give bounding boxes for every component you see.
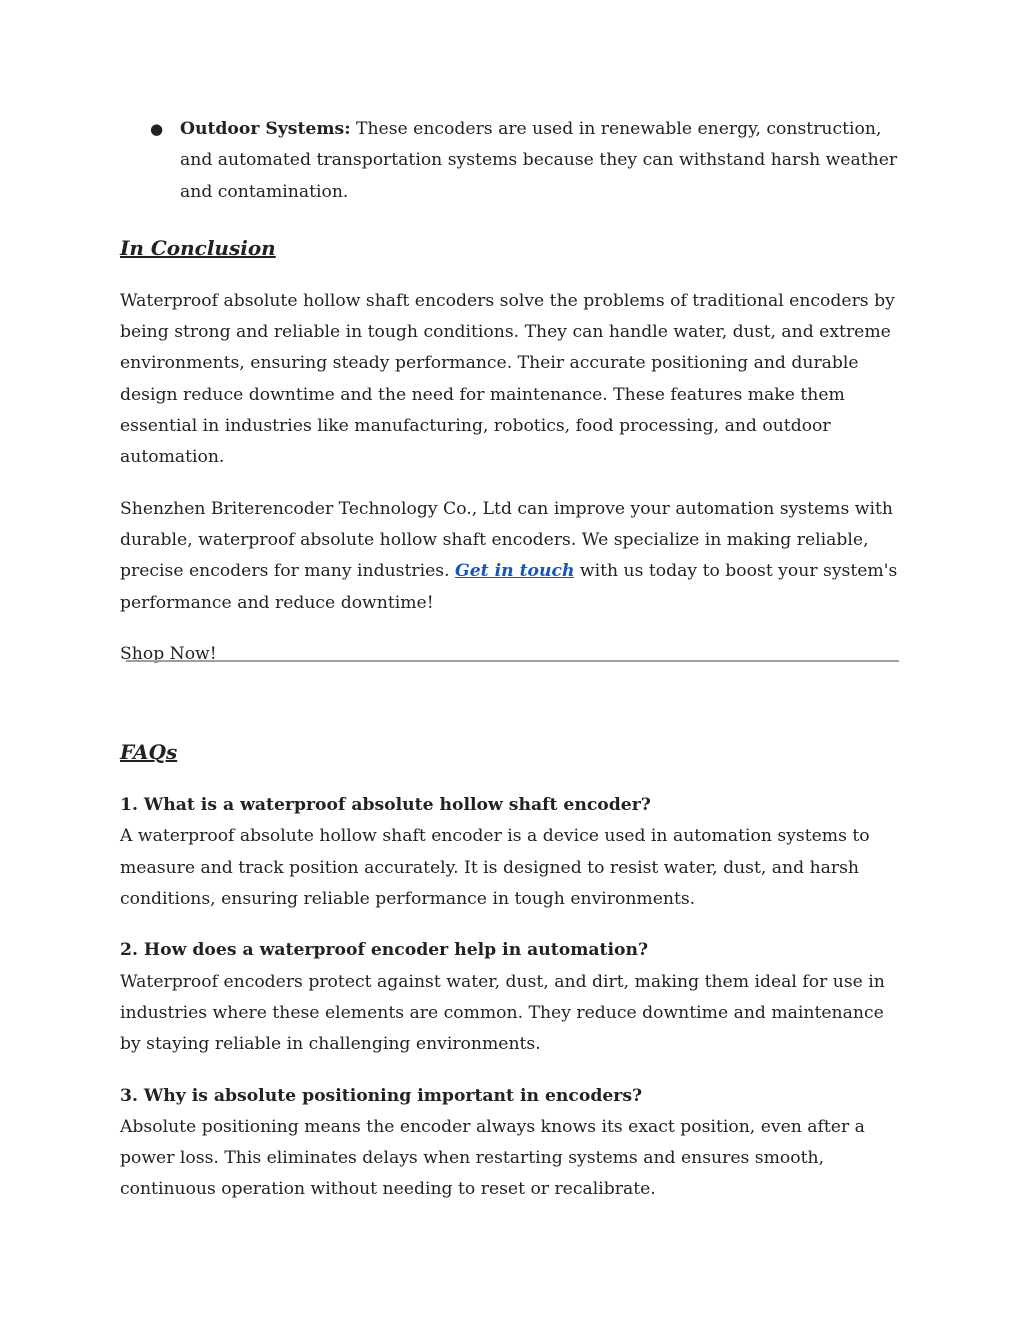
faq-item bbox=[120, 790, 905, 915]
conclusion-paragraph-2-start: Shenzhen Briterencoder Technology Co., Ltd can improve your automation systems with durable, waterproof absolute hollow shaft encoders. We specialize in making reliable, precise encoders for many industries. bbox=[120, 498, 893, 582]
faq-answer: A waterproof absolute hollow shaft encoder is a device used in automation systems to measure and track position accurately. It is designed to resist water, dust, and harsh conditions, ensuring reliable performance in tough environments. bbox=[120, 826, 870, 910]
get-in-touch-link[interactable]: Get in touch bbox=[455, 561, 575, 582]
faq-question: 3. Why is absolute positioning important in encoders? bbox=[120, 1085, 643, 1106]
faq-answer: Absolute positioning means the encoder always knows its exact position, even after a power loss. This eliminates delays when restarting systems and ensures smooth, continuous operation without needing to reset or recalibrate. bbox=[120, 1116, 865, 1200]
bullet-label: Outdoor Systems: bbox=[180, 119, 351, 139]
bullet-text: These encoders are used in renewable energy, construction, and automated transportation systems because they can withstand harsh weather and contamination. bbox=[180, 119, 898, 202]
section-heading-faqs: FAQs bbox=[120, 740, 178, 765]
faq-question: 1. What is a waterproof absolute hollow shaft encoder? bbox=[120, 795, 651, 816]
conclusion-paragraph-2-end: with us today to boost your system's performance and reduce downtime! bbox=[120, 561, 898, 613]
faq-question: 2. How does a waterproof encoder help in automation? bbox=[120, 940, 649, 961]
faq-answer: Waterproof encoders protect against water, dust, and dirt, making them ideal for use in industries where these elements are common. They reduce downtime and maintenance by staying reliable in challenging environments. bbox=[120, 971, 885, 1055]
bullet-list bbox=[120, 114, 905, 208]
faq-item bbox=[120, 935, 905, 1060]
faq-item bbox=[120, 1081, 905, 1206]
section-heading-conclusion: In Conclusion bbox=[120, 235, 276, 260]
conclusion-paragraph-2 bbox=[120, 494, 905, 619]
conclusion-paragraph-1: Waterproof absolute hollow shaft encoders solve the problems of traditional encoders by being strong and reliable in tough conditions. They can handle water, dust, and extreme environments, ensuring steady performance. Their accurate positioning and durable design reduce downtime and the need for maintenance. These features make them essential in industries like manufacturing, robotics, food processing, and outdoor automation. bbox=[120, 290, 895, 468]
bullet-item-outdoor-systems bbox=[120, 114, 905, 208]
bullet-dot-icon: ● bbox=[150, 120, 164, 138]
shop-now-text: Shop Now! bbox=[120, 643, 217, 664]
horizontal-divider bbox=[126, 660, 899, 662]
